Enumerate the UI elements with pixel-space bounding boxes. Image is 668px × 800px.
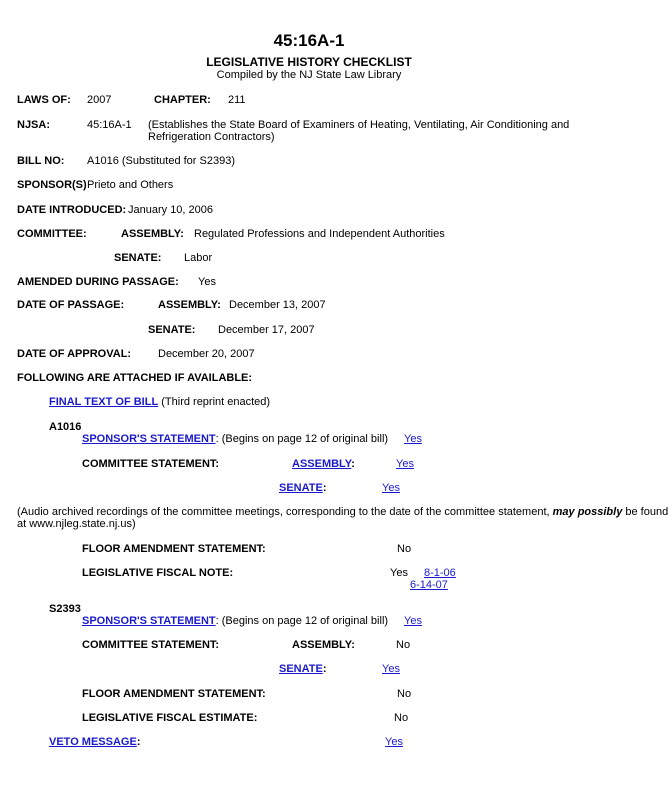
s2393-senate-row	[279, 663, 326, 676]
njsa-label: NJSA:	[17, 119, 51, 131]
passage-senate-value: December 17, 2007	[218, 324, 315, 336]
a1016-fiscal-note-label: LEGISLATIVE FISCAL NOTE:	[82, 567, 234, 579]
a1016-senate-colon: :	[322, 482, 327, 494]
njsa-description-line2: Refrigeration Contractors)	[148, 131, 275, 143]
approval-value: December 20, 2007	[158, 348, 255, 360]
s2393-assembly-value: No	[396, 639, 411, 651]
amended-value: Yes	[198, 276, 216, 288]
a1016-floor-amendment-value: No	[397, 543, 412, 555]
laws-of-value: 2007	[87, 94, 112, 106]
passage-assembly-value: December 13, 2007	[229, 299, 326, 311]
s2393-sponsor-statement-link[interactable]: SPONSOR'S STATEMENT	[82, 615, 216, 627]
a1016-sponsor-note: : (Begins on page 12 of original bill)	[215, 433, 389, 445]
a1016-assembly-row	[292, 458, 355, 471]
njsa-value: 45:16A-1	[87, 119, 132, 131]
s2393-fiscal-estimate-value: No	[394, 712, 409, 724]
s2393-floor-amendment-value: No	[397, 688, 412, 700]
njsa-description-line1: (Establishes the State Board of Examiners of Heating, Ventilating, Air Conditioning and	[148, 119, 570, 131]
committee-senate-label: SENATE:	[114, 252, 162, 264]
veto-colon: :	[136, 736, 141, 748]
attached-heading: FOLLOWING ARE ATTACHED IF AVAILABLE:	[17, 372, 253, 384]
s2393-fiscal-estimate-label: LEGISLATIVE FISCAL ESTIMATE:	[82, 712, 258, 724]
a1016-assembly-yes-link[interactable]: Yes	[396, 458, 414, 470]
a1016-assembly-colon: :	[351, 458, 355, 470]
chapter-label: CHAPTER:	[154, 94, 211, 106]
veto-message-link[interactable]: VETO MESSAGE	[49, 736, 137, 748]
s2393-sponsor-note: : (Begins on page 12 of original bill)	[215, 615, 389, 627]
a1016-senate-link[interactable]: SENATE	[279, 482, 323, 494]
date-introduced-value: January 10, 2006	[128, 204, 214, 216]
sponsors-value: Prieto and Others	[87, 179, 174, 191]
s2393-sponsor-row	[82, 615, 388, 628]
passage-senate-label: SENATE:	[148, 324, 196, 336]
a1016-sponsor-row	[82, 433, 388, 446]
audio-note-emphasis: may possibly	[552, 506, 623, 518]
laws-of-label: LAWS OF:	[17, 94, 71, 106]
date-introduced-label: DATE INTRODUCED:	[17, 204, 127, 216]
bill-no-value: A1016 (Substituted for S2393)	[87, 155, 235, 167]
s2393-committee-label: COMMITTEE STATEMENT:	[82, 639, 220, 651]
s2393-senate-link[interactable]: SENATE	[279, 663, 323, 675]
bill-no-label: BILL NO:	[17, 155, 65, 167]
sponsors-label: SPONSOR(S)	[17, 179, 87, 191]
a1016-sponsor-statement-yes-link[interactable]: Yes	[404, 433, 422, 445]
veto-message-yes-link[interactable]: Yes	[385, 736, 403, 748]
final-text-row	[49, 396, 270, 409]
a1016-fiscal-note-value: Yes	[390, 567, 408, 579]
final-text-link[interactable]: FINAL TEXT OF BILL	[49, 396, 159, 408]
committee-label: COMMITTEE:	[17, 228, 87, 240]
a1016-floor-amendment-label: FLOOR AMENDMENT STATEMENT:	[82, 543, 266, 555]
passage-assembly-label: ASSEMBLY:	[158, 299, 221, 311]
a1016-fiscal-note-link-2[interactable]: 6-14-07	[410, 579, 448, 591]
a1016-senate-row	[279, 482, 326, 495]
audio-note-pre: (Audio archived recordings of the committee meetings, corresponding to the date of the committee statement,	[17, 506, 553, 518]
a1016-senate-yes-link[interactable]: Yes	[382, 482, 400, 494]
s2393-senate-yes-link[interactable]: Yes	[382, 663, 400, 675]
a1016-sponsor-statement-link[interactable]: SPONSOR'S STATEMENT	[82, 433, 216, 445]
veto-row	[49, 736, 141, 749]
amended-label: AMENDED DURING PASSAGE:	[17, 276, 179, 288]
final-text-note: (Third reprint enacted)	[158, 396, 271, 408]
s2393-heading: S2393	[49, 603, 81, 615]
s2393-assembly-label: ASSEMBLY:	[292, 639, 355, 651]
s2393-senate-colon: :	[322, 663, 327, 675]
page-title: 45:16A-1	[273, 31, 345, 50]
page-subtitle: LEGISLATIVE HISTORY CHECKLIST	[206, 55, 412, 69]
audio-note-post: be found	[622, 506, 668, 518]
committee-senate-value: Labor	[184, 252, 213, 264]
approval-label: DATE OF APPROVAL:	[17, 348, 132, 360]
a1016-assembly-link[interactable]: ASSEMBLY	[292, 458, 352, 470]
s2393-floor-amendment-label: FLOOR AMENDMENT STATEMENT:	[82, 688, 266, 700]
compiled-by: Compiled by the NJ State Law Library	[216, 69, 402, 81]
committee-assembly-label: ASSEMBLY:	[121, 228, 184, 240]
passage-label: DATE OF PASSAGE:	[17, 299, 125, 311]
a1016-fiscal-note-link-1[interactable]: 8-1-06	[424, 567, 456, 579]
audio-note-line2: at www.njleg.state.nj.us)	[17, 518, 136, 530]
committee-assembly-value: Regulated Professions and Independent Authorities	[194, 228, 445, 240]
chapter-value: 211	[228, 94, 246, 106]
s2393-sponsor-statement-yes-link[interactable]: Yes	[404, 615, 422, 627]
a1016-committee-label: COMMITTEE STATEMENT:	[82, 458, 220, 470]
a1016-heading: A1016	[49, 421, 82, 433]
